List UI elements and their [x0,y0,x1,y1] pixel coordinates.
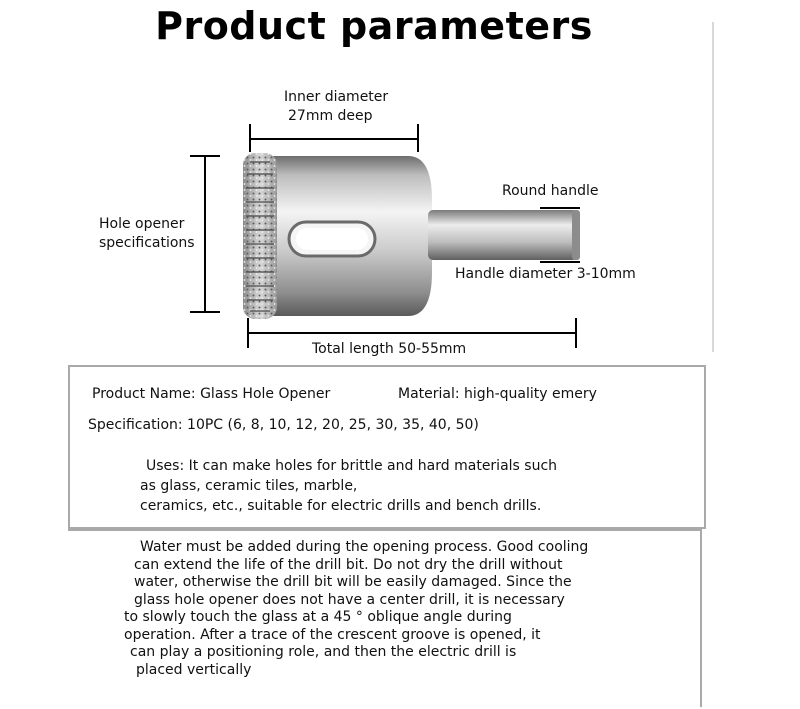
material: Material: high-quality emery [398,386,597,402]
round-handle-label: Round handle [502,183,599,199]
hole-opener-spec-label: specifications [99,235,195,251]
inner-diameter-depth-label: 27mm deep [288,108,373,124]
uses-line-2: as glass, ceramic tiles, marble, [140,478,358,494]
inner-diameter-label: Inner diameter [284,89,389,105]
notice-line: can play a positioning role, and then the electric drill is [130,644,517,660]
specification: Specification: 10PC (6, 8, 10, 12, 20, 25, 30, 35, 40, 50) [88,417,479,433]
handle-diameter-label: Handle diameter 3-10mm [455,266,636,282]
notice-line: Water must be added during the opening process. Good cooling [140,539,589,555]
notice-line: water, otherwise the drill bit will be easily damaged. Since the [134,574,572,590]
total-length-label: Total length 50-55mm [312,341,467,357]
inner-diameter-dimension [250,124,418,152]
usage-notice [124,539,589,679]
drill-bit-body [243,153,432,319]
notice-line: operation. After a trace of the crescent groove is opened, it [124,626,541,643]
round-handle-shank [428,210,580,260]
notice-line: can extend the life of the drill bit. Do not dry the drill without [134,556,563,573]
notice-line: to slowly touch the glass at a 45 ° oblique angle during [124,609,512,625]
page-title: Product parameters [155,4,593,48]
uses-line-3: ceramics, etc., suitable for electric drills and bench drills. [140,498,542,514]
notice-line: glass hole opener does not have a center drill, it is necessary [134,591,565,608]
uses-line-1: Uses: It can make holes for brittle and hard materials such [146,458,558,474]
product-info-panel [68,365,706,529]
notice-line: placed vertically [136,661,252,678]
hole-opener-label: Hole opener [99,216,185,232]
usage-notice-panel [68,529,702,707]
product-name: Product Name: Glass Hole Opener [92,386,331,402]
